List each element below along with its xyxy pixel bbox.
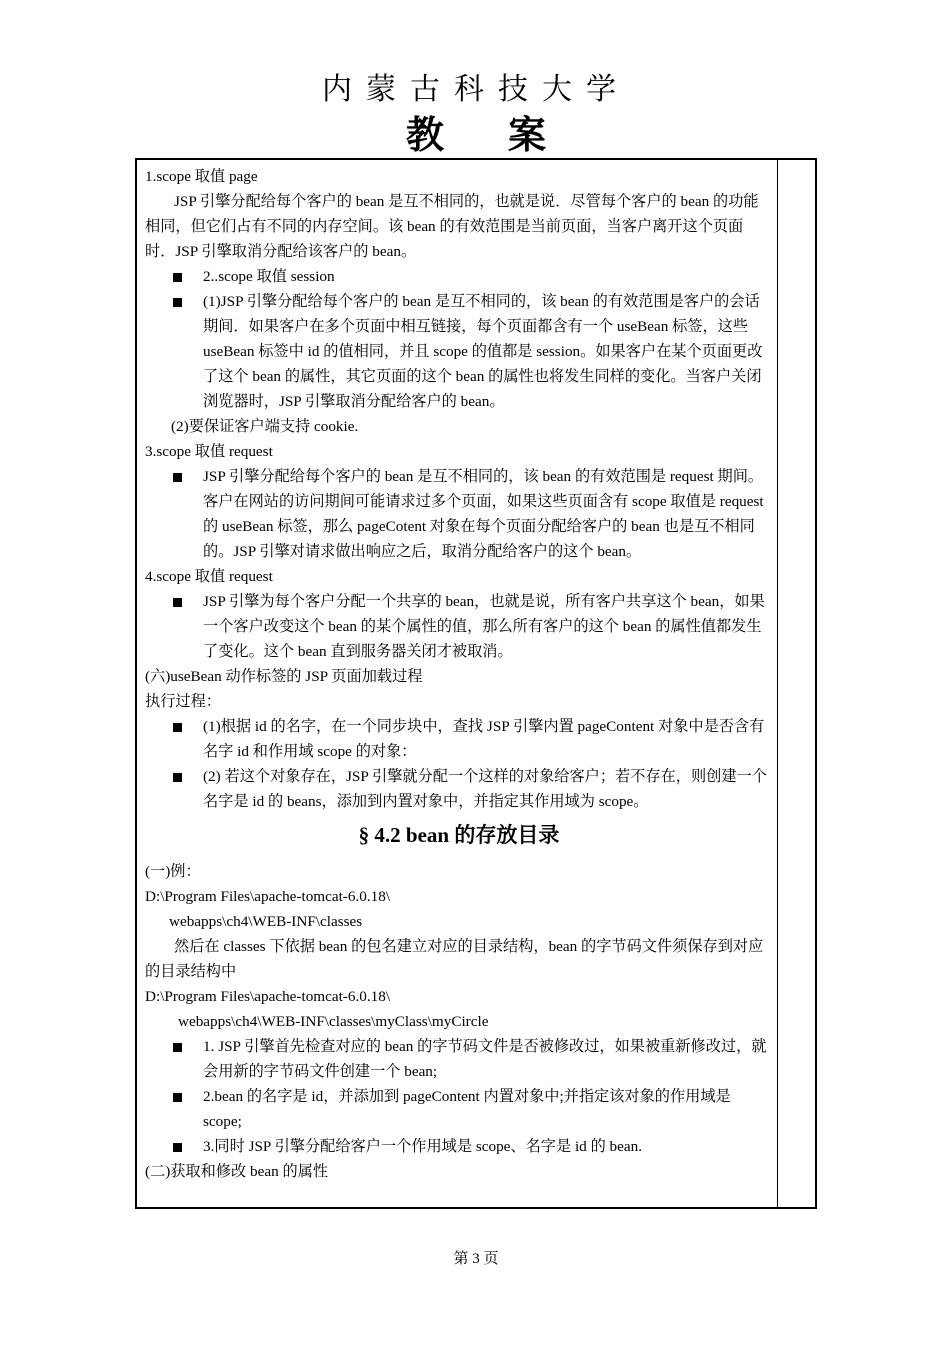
column-divider	[777, 160, 778, 1207]
bullet-text: (2) 若这个对象存在，JSP 引擎就分配一个这样的对象给客户；若不存在，则创建一个名字是 id 的 beans，添加到内置对象中，并指定其作用域为 scope。	[203, 768, 767, 810]
bullet-text: 2..scope 取值 session	[203, 268, 335, 285]
example-label: (一)例：	[145, 863, 201, 880]
paragraph-directory: 然后在 classes 下依据 bean 的包名建立对应的目录结构，bean 的字节码文件须保存到对应的目录结构中	[145, 938, 764, 980]
square-bullet-icon	[173, 1143, 182, 1152]
subheading-bean-properties: (二)获取和修改 bean 的属性	[145, 1163, 329, 1180]
content-cell	[145, 164, 773, 1184]
square-bullet-icon	[173, 1093, 182, 1102]
bullet-text: 2.bean 的名字是 id，并添加到 pageContent 内置对象中;并指定该对象的作用域是 scope;	[203, 1088, 731, 1130]
bullet-text: JSP 引擎分配给每个客户的 bean 是互不相同的，该 bean 的有效范围是 request 期间。客户在网站的访问期间可能请求过多个页面，如果这些页面含有 scope 取值是 request 的 useBean 标签，那么 pageCotent 对象在每个页面分配给客户的 bean 也是互不相同的。JSP 引擎对请求做出响应之后，取消分配给客户的这个 bean。	[203, 468, 764, 560]
bullet-text: (1)JSP 引擎分配给每个客户的 bean 是互不相同的，该 bean 的有效范围是客户的会话期间．如果客户在多个页面中相互链接，每个页面都含有一个 useBean 标签，这些 useBean 标签中 id 的值相同，并且 scope 的值都是 session。如果客户在某个页面更改了这个 bean 的属性，其它页面的这个 bean 的属性也将发生同样的变化。当客户关闭浏览器时，JSP 引擎取消分配给客户的 bean。	[203, 293, 763, 410]
paragraph-scope-page: JSP 引擎分配给每个客户的 bean 是互不相同的，也就是说．尽管每个客户的 bean 的功能相同，但它们占有不同的内存空间。该 bean 的有效范围是当前页面，当客户离开这个页面时．JSP 引擎取消分配给该客户的 bean。	[145, 193, 759, 260]
section-heading: § 4.2 bean 的存放目录	[358, 823, 560, 847]
square-bullet-icon	[173, 723, 182, 732]
bullet-item	[145, 264, 773, 289]
university-title: 内蒙古科技大学	[322, 72, 630, 107]
bullet-text: JSP 引擎为每个客户分配一个共享的 bean，也就是说，所有客户共享这个 bean，如果一个客户改变这个 bean 的某个属性的值，那么所有客户的这个 bean 的属性值都发生了变化。这个 bean 直到服务器关闭才被取消。	[203, 593, 765, 660]
item-scope-request-2: 4.scope 取值 request	[145, 568, 273, 585]
bullet-text: 1. JSP 引擎首先检查对应的 bean 的字节码文件是否被修改过，如果被重新修改过，就会用新的字节码文件创建一个 bean;	[203, 1038, 767, 1080]
path-line: webapps\ch4\WEB-INF\classes	[169, 913, 363, 930]
path-line: D:\Program Files\apache-tomcat-6.0.18\	[145, 888, 391, 905]
bullet-item	[145, 714, 773, 764]
page-number: 第 3 页	[453, 1251, 499, 1267]
square-bullet-icon	[173, 1043, 182, 1052]
bullet-text: 3.同时 JSP 引擎分配给客户一个作用域是 scope、名字是 id 的 bean.	[203, 1138, 643, 1155]
document-title-char-1: 教	[405, 113, 444, 157]
lesson-plan-table	[135, 158, 817, 1209]
bullet-item	[145, 1034, 773, 1084]
path-line: webapps\ch4\WEB-INF\classes\myClass\myCircle	[178, 1013, 489, 1030]
item-scope-request: 3.scope 取值 request	[145, 443, 273, 460]
square-bullet-icon	[173, 298, 182, 307]
square-bullet-icon	[173, 598, 182, 607]
bullet-text: (1)根据 id 的名字，在一个同步块中，查找 JSP 引擎内置 pageContent 对象中是否含有名字 id 和作用域 scope 的对象：	[203, 718, 765, 760]
note-cookie: (2)要保证客户端支持 cookie.	[171, 418, 359, 435]
document-title	[0, 112, 952, 158]
item-scope-page: 1.scope 取值 page	[145, 168, 258, 185]
label-execution: 执行过程：	[145, 693, 221, 710]
bullet-item	[145, 764, 773, 814]
bullet-item	[145, 1134, 773, 1159]
bullet-item	[145, 1084, 773, 1134]
square-bullet-icon	[173, 273, 182, 282]
subheading-loading-process: (六)useBean 动作标签的 JSP 页面加载过程	[145, 668, 423, 685]
document-title-char-2: 案	[508, 113, 547, 157]
bullet-item	[145, 589, 773, 664]
bullet-item	[145, 289, 773, 414]
square-bullet-icon	[173, 473, 182, 482]
bullet-item	[145, 464, 773, 564]
path-line: D:\Program Files\apache-tomcat-6.0.18\	[145, 988, 391, 1005]
square-bullet-icon	[173, 773, 182, 782]
